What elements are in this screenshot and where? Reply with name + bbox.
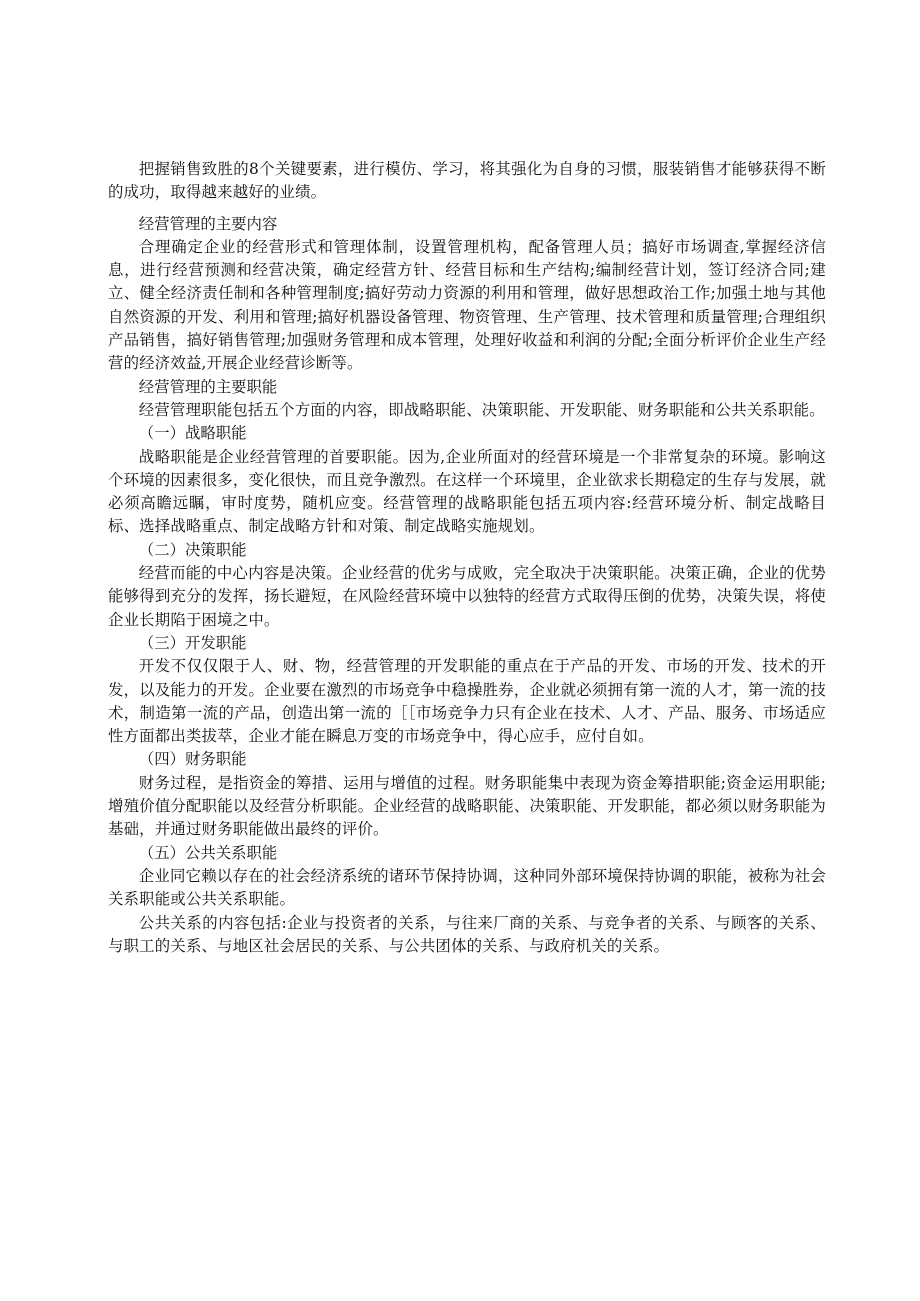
subheading-finance: （四）财务职能 <box>138 750 247 769</box>
functions-paragraph: 经营管理职能包括五个方面的内容，即战略职能、决策职能、开发职能、财务职能和公共关系职能。 <box>138 400 825 419</box>
subheading-decision: （二）决策职能 <box>138 540 247 559</box>
intro-paragraph: 把握销售致胜的8个关键要素，进行模仿、学习，将其强化为自身的习惯，服装销售才能够获得不断的成功，取得越来越好的业绩。 <box>108 160 826 202</box>
finance-paragraph: 财务过程，是指资金的筹措、运用与增值的过程。财务职能集中表现为资金筹措职能;资金运用职能;增殖价值分配职能以及经营分析职能。企业经营的战略职能、决策职能、开发职能，都必须以财务职能为基础，并通过财务职能做出最终的评价。 <box>108 773 826 839</box>
strategy-paragraph: 战略职能是企业经营管理的首要职能。因为,企业所面对的经营环境是一个非常复杂的环境。影响这个环境的因素很多，变化很快，而且竞争激烈。在这样一个环境里，企业欲求长期稳定的生存与发展，就必须高瞻远瞩，审时度势，随机应变。经营管理的战略职能包括五项内容:经营环境分析、制定战略目标、选择战略重点、制定战略方针和对策、制定战略实施规划。 <box>108 447 826 536</box>
subheading-development: （三）开发职能 <box>138 633 247 652</box>
section-heading-functions: 经营管理的主要职能 <box>138 377 278 396</box>
development-paragraph: 开发不仅仅限于人、财、物，经营管理的开发职能的重点在于产品的开发、市场的开发、技术的开发，以及能力的开发。企业要在激烈的市场竞争中稳操胜券，企业就必须拥有第一流的人才，第一流的技术，制造第一流的产品，创造出第一流的［［市场竞争力只有企业在技术、人才、产品、服务、市场适应性方面都出类拔萃，企业才能在瞬息万变的市场竞争中，得心应手，应付自如。 <box>108 657 826 746</box>
content-paragraph: 合理确定企业的经营形式和管理体制，设置管理机构，配备管理人员；搞好市场调查,掌握经济信息，进行经营预测和经营决策，确定经营方针、经营目标和生产结构;编制经营计划，签订经济合同;建立、健全经济责任制和各种管理制度;搞好劳动力资源的利用和管理，做好思想政治工作;加强土地与其他自然资源的开发、利用和管理;搞好机器设备管理、物资管理、生产管理、技术管理和质量管理;合理组织产品销售，搞好销售管理;加强财务管理和成本管理，处理好收益和利润的分配;全面分析评价企业生产经营的经济效益,开展企业经营诊断等。 <box>108 237 826 373</box>
subheading-public-relations: （五）公共关系职能 <box>138 843 278 862</box>
subheading-strategy: （一）战略职能 <box>138 424 247 443</box>
public-relations-paragraph: 企业同它赖以存在的社会经济系统的诸环节保持协调，这种同外部环境保持协调的职能，被称为社会关系职能或公共关系职能。 <box>108 866 826 909</box>
section-heading-content: 经营管理的主要内容 <box>138 214 278 233</box>
public-relations-content-paragraph: 公共关系的内容包括:企业与投资者的关系，与往来厂商的关系、与竞争者的关系、与顾客的关系、与职工的关系、与地区社会居民的关系、与公共团体的关系、与政府机关的关系。 <box>108 913 826 955</box>
decision-paragraph: 经营而能的中心内容是决策。企业经营的优劣与成败，完全取决于决策职能。决策正确，企业的优势能够得到充分的发挥，扬长避短，在风险经营环境中以独特的经营方式取得压倒的优势，决策失误，将使企业长期陷于困境之中。 <box>108 564 826 629</box>
document-body <box>108 158 826 958</box>
